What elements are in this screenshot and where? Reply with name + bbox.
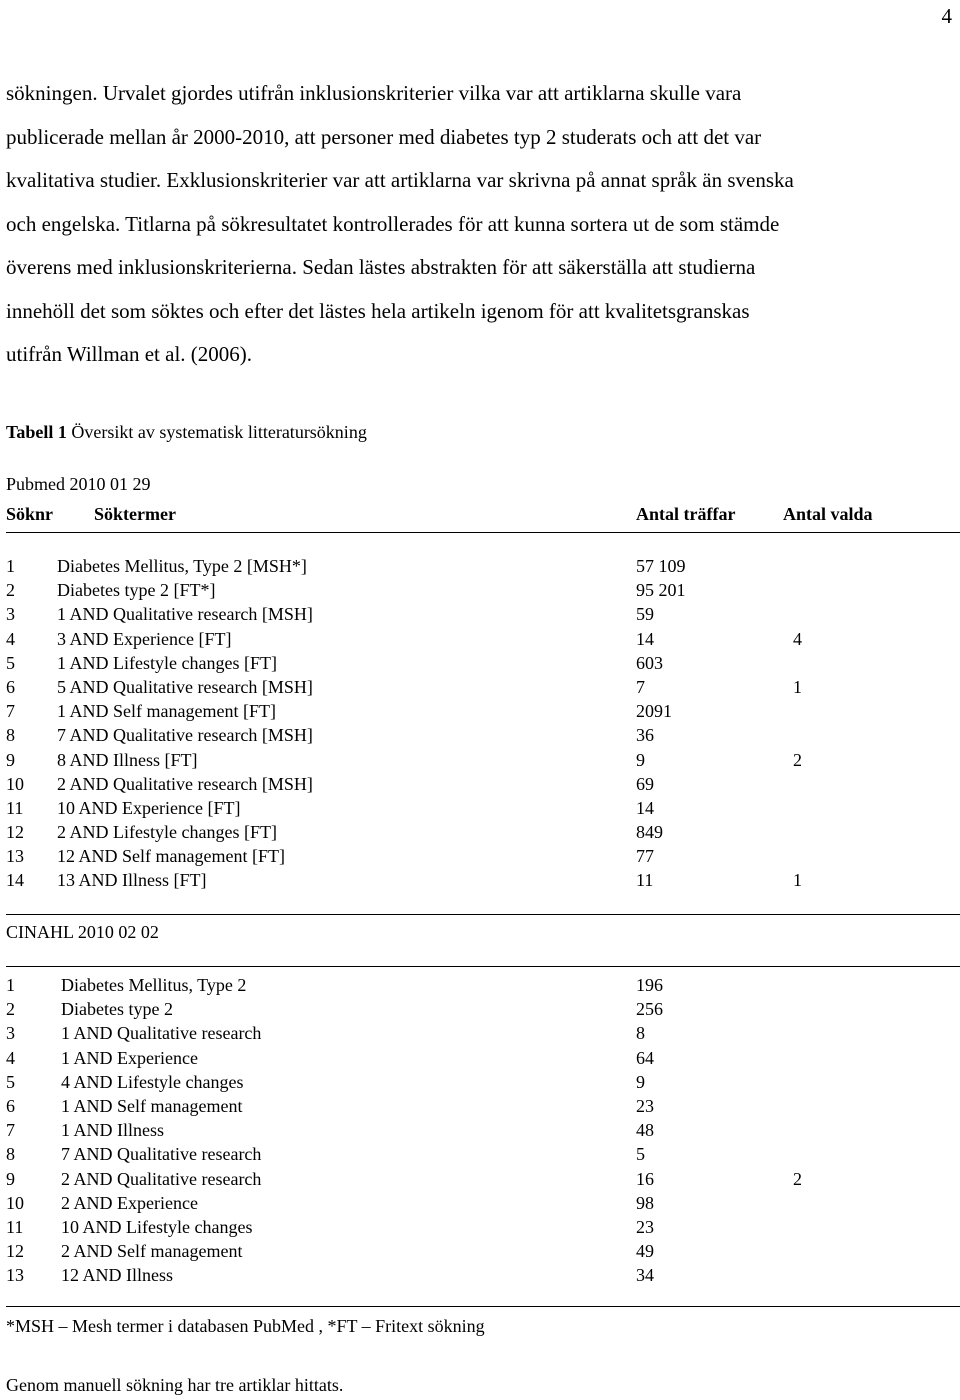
search-number-cell: 11 — [6, 797, 24, 818]
selected-cell: 2 — [793, 749, 802, 770]
table-row — [6, 1094, 946, 1118]
hits-cell: 196 — [636, 975, 663, 995]
header-search-terms: Söktermer — [94, 504, 176, 524]
search-number-cell: 8 — [6, 725, 15, 746]
search-terms-cell: 1 AND Qualitative research — [61, 1023, 262, 1044]
cinahl-header-rule — [6, 966, 960, 967]
search-number-cell: 5 — [6, 1071, 15, 1092]
search-number-cell: 1 — [6, 975, 15, 995]
hits-cell: 9 — [636, 1071, 645, 1092]
search-terms-cell: 1 AND Self management — [61, 1095, 243, 1116]
table-row — [6, 651, 946, 675]
search-number-cell: 9 — [6, 1168, 15, 1189]
header-rule — [6, 532, 960, 533]
hits-cell: 95 201 — [636, 580, 686, 601]
search-number-cell: 3 — [6, 1023, 15, 1044]
search-number-cell: 8 — [6, 1144, 15, 1165]
hits-cell: 849 — [636, 822, 663, 843]
table-row — [6, 1215, 946, 1239]
hits-cell: 23 — [636, 1216, 654, 1237]
search-terms-cell: 8 AND Illness [FT] — [57, 749, 198, 770]
table-row — [6, 1142, 946, 1166]
search-number-cell: 11 — [6, 1216, 24, 1237]
table-row — [6, 997, 946, 1021]
search-terms-cell: Diabetes Mellitus, Type 2 [MSH*] — [57, 556, 307, 576]
paragraph-line: publicerade mellan år 2000-2010, att personer med diabetes typ 2 studerats och att det var — [6, 124, 762, 149]
search-terms-cell: 13 AND Illness [FT] — [57, 870, 207, 891]
search-number-cell: 12 — [6, 1241, 24, 1262]
hits-cell: 49 — [636, 1241, 654, 1262]
header-selected: Antal valda — [783, 504, 873, 524]
hits-cell: 16 — [636, 1168, 654, 1189]
table-header — [6, 504, 946, 528]
search-number-cell: 4 — [6, 1047, 15, 1068]
table-row — [6, 973, 946, 997]
search-terms-cell: 1 AND Experience — [61, 1047, 198, 1068]
hits-cell: 36 — [636, 725, 654, 746]
table-row — [6, 699, 946, 723]
hits-cell: 34 — [636, 1265, 654, 1286]
search-terms-cell: 3 AND Experience [FT] — [57, 628, 232, 649]
table-row — [6, 1167, 946, 1191]
search-number-cell: 14 — [6, 870, 24, 891]
body-paragraph — [6, 72, 946, 377]
table-row — [6, 675, 946, 699]
search-terms-cell: 4 AND Lifestyle changes — [61, 1071, 244, 1092]
cinahl-section-title: CINAHL 2010 02 02 — [6, 922, 159, 942]
hits-cell: 8 — [636, 1023, 645, 1044]
hits-cell: 64 — [636, 1047, 654, 1068]
search-number-cell: 3 — [6, 604, 15, 625]
hits-cell: 48 — [636, 1120, 654, 1141]
hits-cell: 69 — [636, 773, 654, 794]
table-row — [6, 1046, 946, 1070]
hits-cell: 77 — [636, 846, 654, 867]
pubmed-end-rule — [6, 914, 960, 915]
table-row — [6, 1239, 946, 1263]
search-terms-cell: 5 AND Qualitative research [MSH] — [57, 676, 313, 697]
table-row — [6, 820, 946, 844]
table-row — [6, 1118, 946, 1142]
search-terms-cell: 1 AND Illness — [61, 1120, 164, 1141]
table-row — [6, 796, 946, 820]
table-footnote: *MSH – Mesh termer i databasen PubMed , *FT – Fritext sökning — [6, 1316, 485, 1336]
paragraph-line: utifrån Willman et al. (2006). — [6, 342, 253, 366]
closing-note: Genom manuell sökning har tre artiklar hittats. — [6, 1375, 344, 1395]
hits-cell: 9 — [636, 749, 645, 770]
search-terms-cell: 12 AND Self management [FT] — [57, 846, 285, 867]
table-row — [6, 723, 946, 747]
table-caption-label: Tabell 1 — [6, 422, 67, 442]
search-number-cell: 5 — [6, 652, 15, 673]
search-terms-cell: 2 AND Qualitative research [MSH] — [57, 773, 313, 794]
search-terms-cell: 10 AND Lifestyle changes — [61, 1216, 253, 1237]
table-row — [6, 627, 946, 651]
cinahl-rows — [6, 973, 946, 1287]
hits-cell: 23 — [636, 1095, 654, 1116]
search-number-cell: 13 — [6, 846, 24, 867]
search-number-cell: 6 — [6, 676, 15, 697]
table-row — [6, 1191, 946, 1215]
table-row — [6, 1021, 946, 1045]
pubmed-section-title: Pubmed 2010 01 29 — [6, 474, 151, 494]
search-number-cell: 1 — [6, 556, 15, 576]
hits-cell: 59 — [636, 604, 654, 625]
table-end-rule — [6, 1306, 960, 1307]
table-row — [6, 844, 946, 868]
hits-cell: 14 — [636, 628, 654, 649]
search-number-cell: 2 — [6, 580, 15, 601]
table-row — [6, 748, 946, 772]
hits-cell: 2091 — [636, 701, 672, 722]
hits-cell: 11 — [636, 870, 654, 891]
table-caption-text: Översikt av systematisk litteratursökning — [71, 422, 367, 442]
search-terms-cell: 10 AND Experience [FT] — [57, 797, 241, 818]
search-terms-cell: 2 AND Self management — [61, 1241, 243, 1262]
search-terms-cell: 12 AND Illness — [61, 1265, 173, 1286]
table-row — [6, 772, 946, 796]
pubmed-rows — [6, 554, 946, 893]
search-number-cell: 7 — [6, 1120, 15, 1141]
hits-cell: 14 — [636, 797, 654, 818]
search-terms-cell: 7 AND Qualitative research [MSH] — [57, 725, 313, 746]
search-number-cell: 7 — [6, 701, 15, 722]
search-number-cell: 10 — [6, 1192, 24, 1213]
search-terms-cell: Diabetes type 2 [FT*] — [57, 580, 216, 601]
search-number-cell: 10 — [6, 773, 24, 794]
table-row — [6, 1070, 946, 1094]
search-terms-cell: 1 AND Self management [FT] — [57, 701, 276, 722]
selected-cell: 2 — [793, 1168, 802, 1189]
search-number-cell: 9 — [6, 749, 15, 770]
hits-cell: 256 — [636, 999, 663, 1020]
search-number-cell: 6 — [6, 1095, 15, 1116]
hits-cell: 7 — [636, 676, 645, 697]
table-row — [6, 578, 946, 602]
search-number-cell: 12 — [6, 822, 24, 843]
hits-cell: 98 — [636, 1192, 654, 1213]
page-number: 4 — [941, 4, 952, 28]
selected-cell: 1 — [793, 676, 802, 697]
paragraph-line: och engelska. Titlarna på sökresultatet kontrollerades för att kunna sortera ut de som stämde — [6, 211, 780, 236]
table-row — [6, 602, 946, 626]
selected-cell: 1 — [793, 870, 802, 891]
search-number-cell: 2 — [6, 999, 15, 1020]
hits-cell: 57 109 — [636, 556, 686, 576]
search-terms-cell: 1 AND Qualitative research [MSH] — [57, 604, 313, 625]
search-terms-cell: 2 AND Lifestyle changes [FT] — [57, 822, 277, 843]
search-terms-cell: 2 AND Qualitative research — [61, 1168, 262, 1189]
paragraph-line: innehöll det som söktes och efter det lästes hela artikeln igenom för att kvalitetsgranskas — [6, 298, 750, 323]
search-number-cell: 4 — [6, 628, 15, 649]
selected-cell: 4 — [793, 628, 802, 649]
table-caption — [6, 422, 367, 443]
search-terms-cell: 1 AND Lifestyle changes [FT] — [57, 652, 277, 673]
table-row — [6, 868, 946, 892]
paragraph-line: överens med inklusionskriterierna. Sedan lästes abstrakten för att säkerställa att studierna — [6, 255, 756, 279]
paragraph-line: kvalitativa studier. Exklusionskriterier var att artiklarna var skrivna på annat språk än svenska — [6, 168, 794, 192]
search-terms-cell: 2 AND Experience — [61, 1192, 198, 1213]
hits-cell: 603 — [636, 652, 663, 673]
header-search-number: Söknr — [6, 504, 54, 524]
table-row — [6, 1263, 946, 1287]
search-terms-cell: Diabetes type 2 — [61, 999, 173, 1020]
search-terms-cell: Diabetes Mellitus, Type 2 — [61, 975, 247, 995]
hits-cell: 5 — [636, 1144, 645, 1165]
paragraph-line: sökningen. Urvalet gjordes utifrån inklusionskriterier vilka var att artiklarna skulle vara — [6, 81, 742, 105]
search-terms-cell: 7 AND Qualitative research — [61, 1144, 262, 1165]
header-hits: Antal träffar — [636, 504, 736, 524]
table-row — [6, 554, 946, 578]
search-number-cell: 13 — [6, 1265, 24, 1286]
